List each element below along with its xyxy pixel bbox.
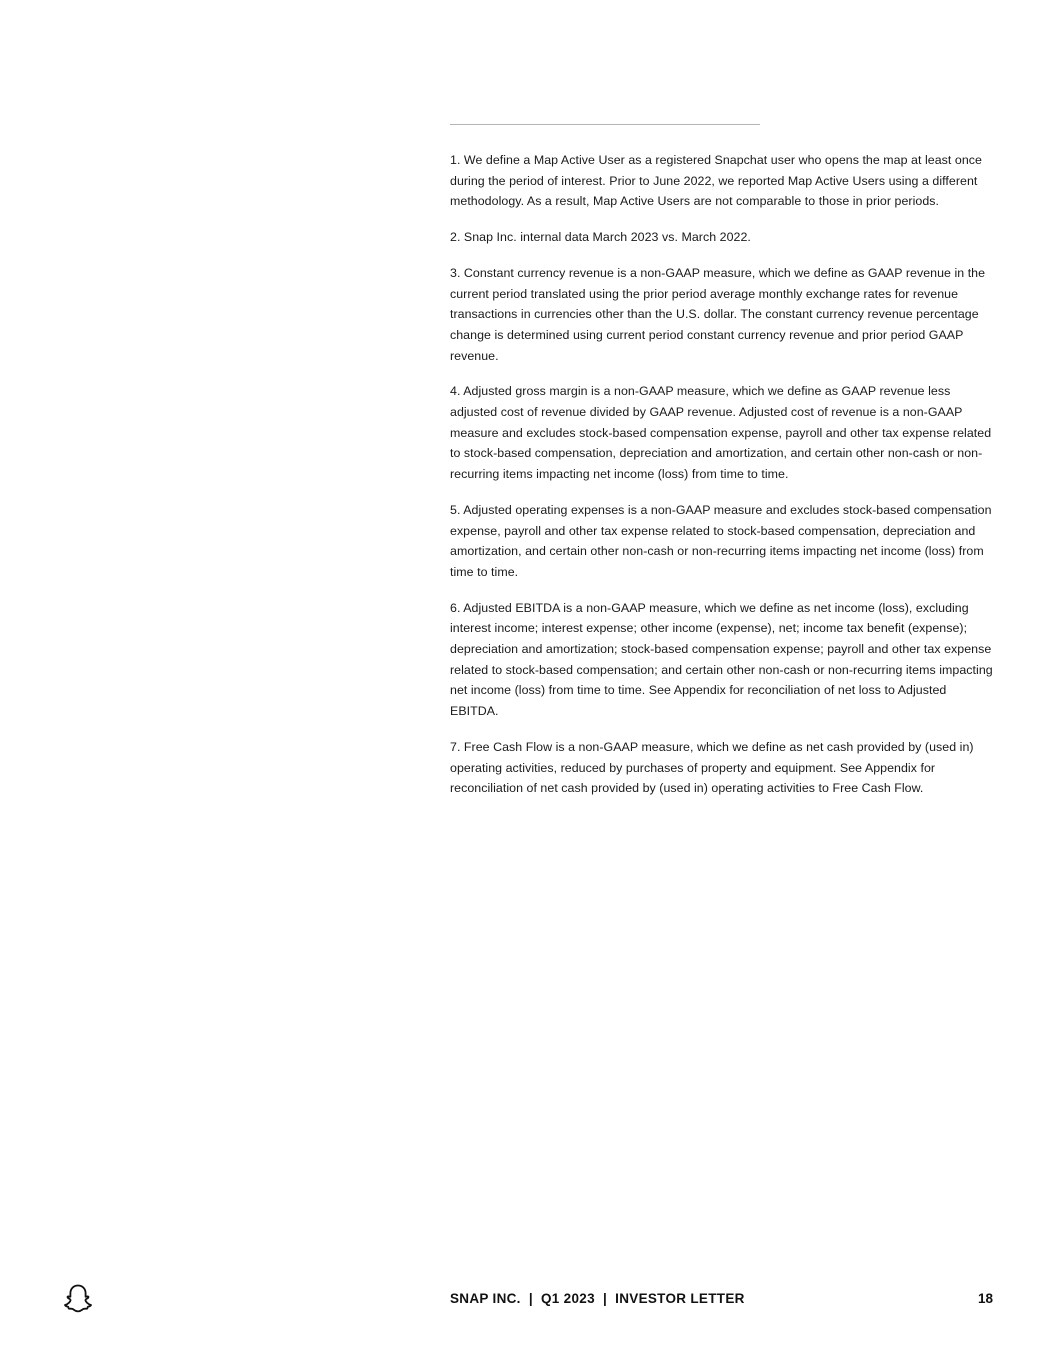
footnotes-list xyxy=(450,150,995,814)
footnote-6: 6. Adjusted EBITDA is a non-GAAP measure, which we define as net income (loss), excluding interest income; interest expense; other income (expense), net; income tax benefit (expense); depreciation and amortization; stock-based compensation expense; payroll and other tax expense related to stock-based compensation; and certain other non-cash or non-recurring items impacting net income (loss) from time to time. See Appendix for reconciliation of net loss to Adjusted EBITDA. xyxy=(450,600,993,719)
footnote-7: 7. Free Cash Flow is a non-GAAP measure, which we define as net cash provided by (used in) operating activities, reduced by purchases of property and equipment. See Appendix for reconciliation of net cash provided by (used in) operating activities to Free Cash Flow. xyxy=(450,739,974,796)
footnote-5: 5. Adjusted operating expenses is a non-GAAP measure and excludes stock-based compensation expense, payroll and other tax expense related to stock-based compensation, depreciation and amortization, and certain other non-cash or non-recurring items impacting net income (loss) from time to time. xyxy=(450,502,992,579)
page-number: 18 xyxy=(977,1291,993,1306)
footnote-divider xyxy=(450,124,760,125)
page-footer xyxy=(0,1282,1055,1316)
footnote-4: 4. Adjusted gross margin is a non-GAAP measure, which we define as GAAP revenue less adjusted cost of revenue divided by GAAP revenue. Adjusted cost of revenue is a non-GAAP measure and excludes stock-based compensation expense, payroll and other tax expense related to stock-based compensation, depreciation and amortization, and certain other non-cash or non-recurring items impacting net income (loss) from time to time. xyxy=(450,384,992,482)
footnote-2: 2. Snap Inc. internal data March 2023 vs. March 2022. xyxy=(450,230,751,245)
snapchat-ghost-icon xyxy=(60,1282,96,1318)
footnote-1: 1. We define a Map Active User as a registered Snapchat user who opens the map at least once during the period of interest. Prior to June 2022, we reported Map Active Users using a different methodology. As a result, Map Active Users are not comparable to those in prior periods. xyxy=(450,153,982,209)
footnote-3: 3. Constant currency revenue is a non-GAAP measure, which we define as GAAP revenue in the current period translated using the prior period average monthly exchange rates for revenue transactions in currencies other than the U.S. dollar. The constant currency revenue percentage change is determined using current period constant currency revenue and prior period GAAP revenue. xyxy=(450,265,986,363)
footer-title: SNAP INC. | Q1 2023 | INVESTOR LETTER xyxy=(450,1291,745,1306)
